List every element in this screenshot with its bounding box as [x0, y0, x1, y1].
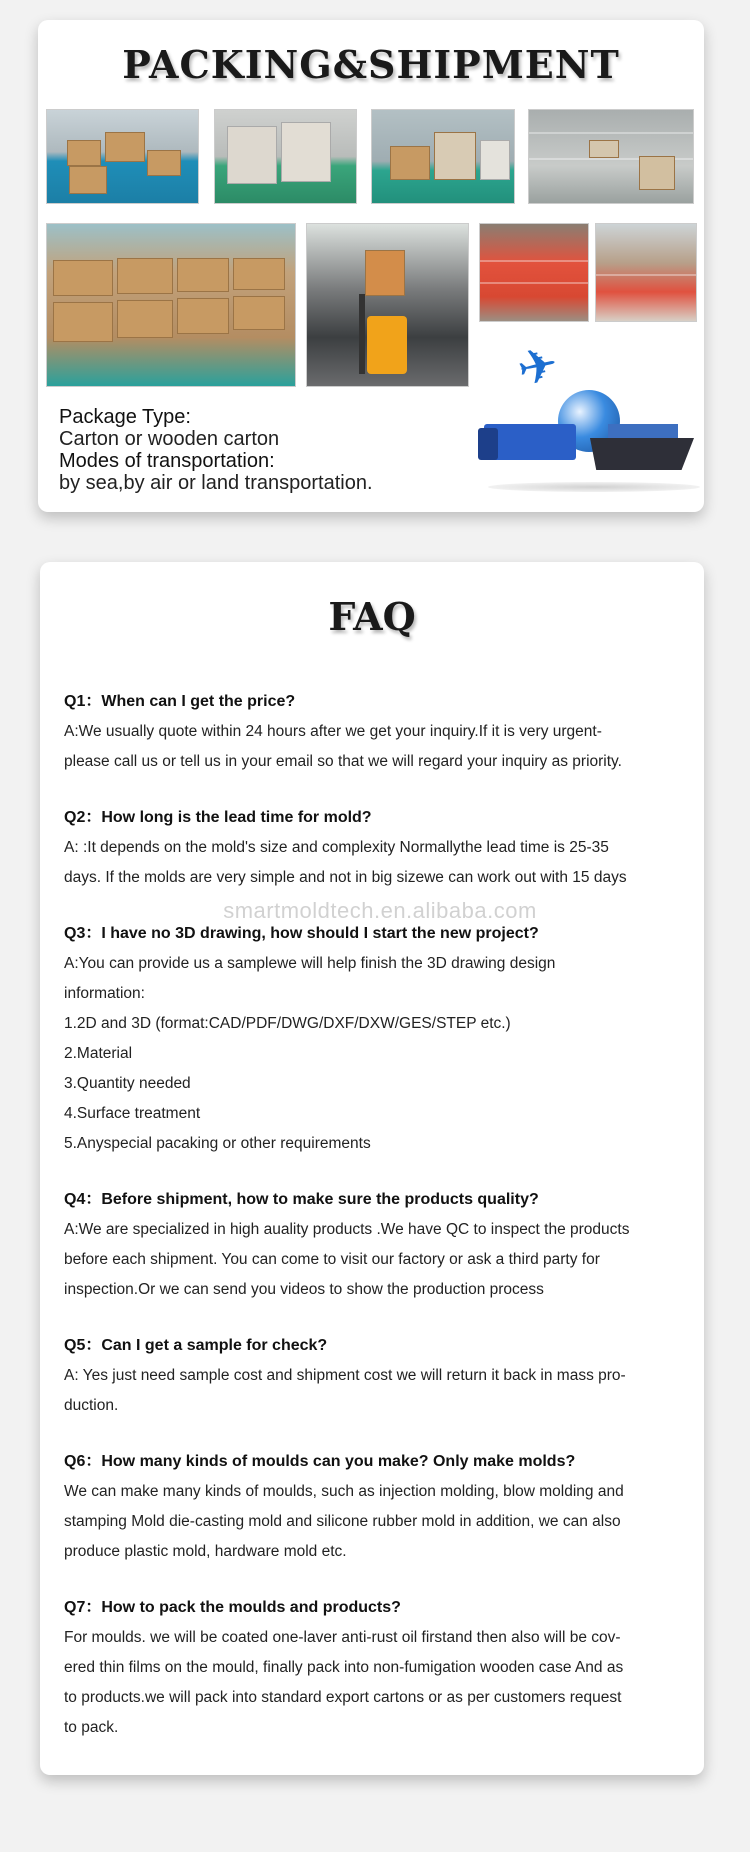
faq-answer: [64, 1477, 684, 1567]
transport-label: Modes of transportation:: [59, 450, 275, 472]
answer-line: produce plastic mold, hardware mold etc.: [64, 1543, 347, 1560]
warehouse-photo: [371, 109, 515, 204]
answer-line: before each shipment. You can come to visit our factory or ask a third party for: [64, 1251, 600, 1268]
faq-item-q3: [64, 919, 684, 1159]
faq-answer: [64, 1623, 684, 1743]
faq-question: Q6：How many kinds of moulds can you make? Only make molds?: [64, 1453, 576, 1470]
answer-line: A:We usually quote within 24 hours after we get your inquiry.If it is very urgent-: [64, 723, 602, 740]
answer-line: 1.2D and 3D (format:CAD/PDF/DWG/DXF/DXW/GES/STEP etc.): [64, 1015, 511, 1032]
warehouse-photo: [528, 109, 694, 204]
transport-value: by sea,by air or land transportation.: [59, 472, 373, 494]
answer-line: A:We are specialized in high auality products .We have QC to inspect the products: [64, 1221, 630, 1238]
answer-line: duction.: [64, 1397, 119, 1414]
ship-icon: [590, 438, 694, 470]
watermark-text: smartmoldtech.en.alibaba.com: [223, 898, 537, 923]
answer-line: inspection.Or we can send you videos to show the production process: [64, 1281, 544, 1298]
faq-answer: [64, 949, 684, 1159]
packing-shipment-title: PACKING&SHIPMENT: [122, 42, 620, 87]
answer-line: 5.Anyspecial pacaking or other requirements: [64, 1135, 371, 1152]
faq-answer: [64, 833, 684, 893]
answer-line: to pack.: [64, 1719, 119, 1736]
truck-loading-photo: [306, 223, 469, 387]
faq-card: [40, 562, 704, 1775]
faq-question: Q1：When can I get the price?: [64, 693, 296, 710]
package-info: [59, 406, 479, 494]
answer-line: stamping Mold die-casting mold and silicone rubber mold in addition, we can also: [64, 1513, 621, 1530]
faq-answer: [64, 1215, 684, 1305]
answer-line: We can make many kinds of moulds, such as injection molding, blow molding and: [64, 1483, 624, 1500]
answer-line: For moulds. we will be coated one-laver anti-rust oil firstand then also will be cov-: [64, 1629, 621, 1646]
warehouse-photo: [479, 223, 589, 322]
faq-question: Q4：Before shipment, how to make sure the products quality?: [64, 1191, 539, 1208]
faq-list: [64, 687, 684, 1769]
answer-line: 3.Quantity needed: [64, 1075, 191, 1092]
faq-question: Q2：How long is the lead time for mold?: [64, 809, 372, 826]
answer-line: A:You can provide us a samplewe will help finish the 3D drawing design: [64, 955, 556, 972]
answer-line: please call us or tell us in your email so that we will regard your inquiry as priority.: [64, 753, 622, 770]
faq-answer: [64, 717, 684, 777]
package-type-label: Package Type:: [59, 406, 191, 428]
warehouse-photo: [46, 109, 199, 204]
answer-line: days. If the molds are very simple and not in big sizewe can work out with 15 days: [64, 869, 627, 886]
faq-item-q4: [64, 1185, 684, 1305]
packing-shipment-card: [38, 20, 704, 512]
answer-line: A: Yes just need sample cost and shipment cost we will return it back in mass pro-: [64, 1367, 626, 1384]
faq-question: Q5：Can I get a sample for check?: [64, 1337, 328, 1354]
faq-title: FAQ: [328, 594, 416, 639]
airplane-icon: ✈: [512, 337, 564, 398]
warehouse-photo: [46, 223, 296, 387]
warehouse-photo: [214, 109, 357, 204]
answer-line: 4.Surface treatment: [64, 1105, 201, 1122]
answer-line: information:: [64, 985, 145, 1002]
faq-item-q7: [64, 1593, 684, 1743]
faq-question: Q7：How to pack the moulds and products?: [64, 1599, 401, 1616]
answer-line: A: :It depends on the mold's size and complexity Normallythe lead time is 25-35: [64, 839, 609, 856]
answer-line: 2.Material: [64, 1045, 133, 1062]
faq-item-q5: [64, 1331, 684, 1421]
faq-item-q1: [64, 687, 684, 777]
answer-line: to products.we will pack into standard export cartons or as per customers request: [64, 1689, 622, 1706]
faq-item-q6: [64, 1447, 684, 1567]
faq-answer: [64, 1361, 684, 1421]
faq-item-q2: [64, 803, 684, 893]
warehouse-photo: [595, 223, 697, 322]
globe-truck-ship-plane-icon: [478, 338, 700, 498]
answer-line: ered thin films on the mould, finally pack into non-fumigation wooden case And as: [64, 1659, 624, 1676]
package-type-value: Carton or wooden carton: [59, 428, 280, 450]
faq-question: Q3：I have no 3D drawing, how should I start the new project?: [64, 925, 539, 942]
